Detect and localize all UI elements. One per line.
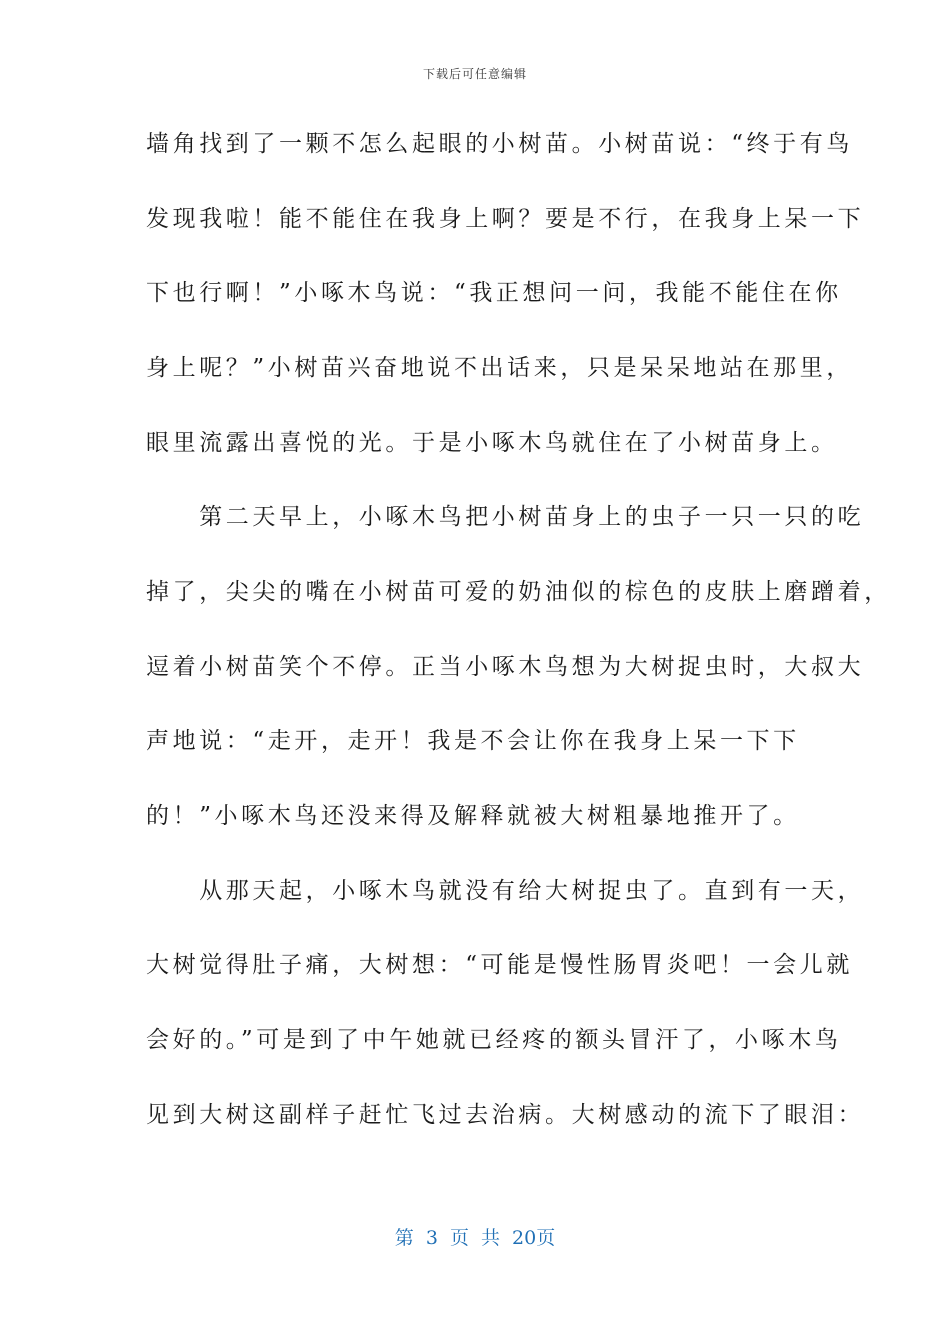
text-line-4: 身上呢？”小树苗兴奋地说不出话来，只是呆呆地站在那里， xyxy=(146,355,853,381)
text-line-5: 眼里流露出喜悦的光。于是小啄木鸟就住在了小树苗身上。 xyxy=(146,430,838,456)
text-line-11: 从那天起，小啄木鸟就没有给大树捉虫了。直到有一天， xyxy=(146,878,865,904)
page-header: 下载后可任意编辑 xyxy=(422,67,527,81)
text-line-6: 第二天早上，小啄木鸟把小树苗身上的虫子一只一只的吃 xyxy=(146,504,865,530)
text-line-2: 发现我啦！能不能住在我身上啊？要是不行，在我身上呆一下 xyxy=(146,206,865,232)
text-line-10: 的！”小啄木鸟还没来得及解释就被大树粗暴地推开了。 xyxy=(146,803,800,829)
text-line-14: 见到大树这副样子赶忙飞过去治病。大树感动的流下了眼泪： xyxy=(146,1102,865,1128)
text-line-7: 掉了，尖尖的嘴在小树苗可爱的奶油似的棕色的皮肤上磨蹭着， xyxy=(146,579,891,605)
page-footer: 第 3 页 共 20页 xyxy=(394,1227,556,1249)
text-line-9: 声地说：“走开，走开！我是不会让你在我身上呆一下下 xyxy=(146,728,800,754)
text-line-3: 下也行啊！”小啄木鸟说：“我正想问一问，我能不能住在你 xyxy=(146,280,842,306)
text-line-8: 逗着小树苗笑个不停。正当小啄木鸟想为大树捉虫时，大叔大 xyxy=(146,654,865,680)
text-line-13: 会好的。”可是到了中午她就已经疼的额头冒汗了，小啄木鸟 xyxy=(146,1027,842,1053)
text-line-1: 墙角找到了一颗不怎么起眼的小树苗。小树苗说：“终于有鸟 xyxy=(146,131,853,157)
text-line-12: 大树觉得肚子痛，大树想：“可能是慢性肠胃炎吧！一会儿就 xyxy=(146,952,853,978)
